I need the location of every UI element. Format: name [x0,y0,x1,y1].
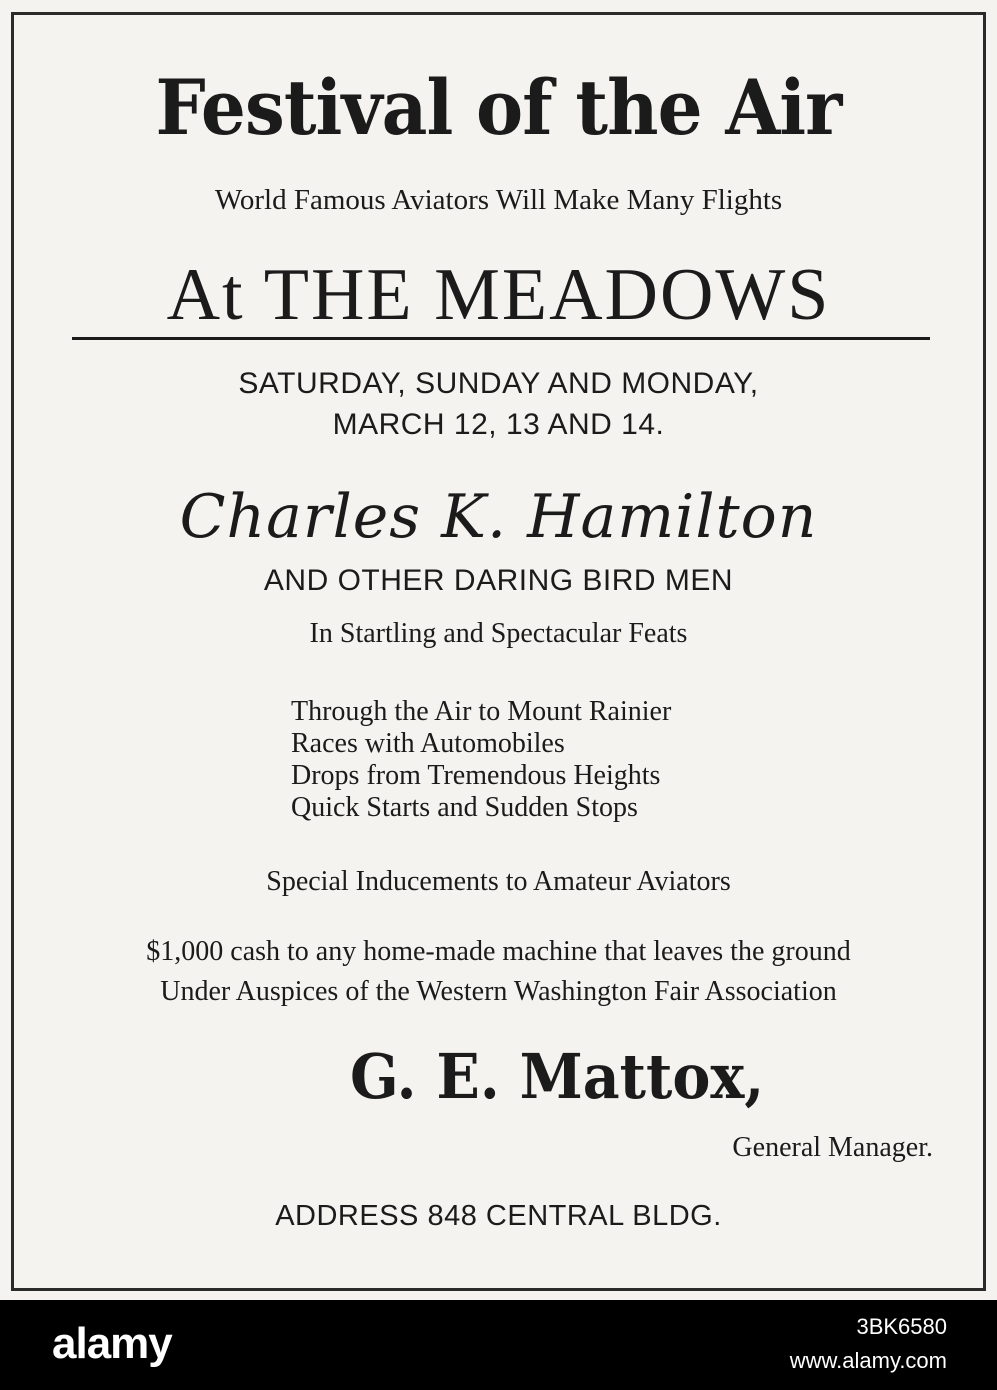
site-url: www.alamy.com [789,1348,947,1373]
address-line: ADDRESS 848 CENTRAL BLDG. [275,1200,722,1232]
feature-item: Drops from Tremendous Heights [291,760,661,791]
manager-title: General Manager. [732,1132,933,1163]
event-dates: MARCH 12, 13 AND 14. [332,408,665,441]
event-days: SATURDAY, SUNDAY AND MONDAY, [238,367,759,400]
inducements-line: Special Inducements to Amateur Aviators [266,866,731,897]
feats-intro: In Startling and Spectacular Feats [309,618,688,649]
alamy-logo: alamy [52,1319,172,1368]
cash-offer-line: $1,000 cash to any home-made machine that leaves the ground [146,936,851,967]
venue-underline [72,337,930,340]
watermark-footer [0,1300,997,1390]
feature-list [291,696,671,824]
venue-heading: At THE MEADOWS [166,254,831,336]
auspices-line: Under Auspices of the Western Washington Fair Association [160,976,837,1007]
poster-title: Festival of the Air [155,63,842,152]
feature-item: Through the Air to Mount Rainier [291,696,672,727]
manager-name: G. E. Mattox, [350,1040,765,1113]
image-id: 3BK6580 [856,1314,947,1339]
feature-item: Races with Automobiles [291,728,565,759]
headliner-name: Charles K. Hamilton [179,482,818,552]
supporting-acts: AND OTHER DARING BIRD MEN [263,564,734,597]
poster-subtitle: World Famous Aviators Will Make Many Flights [214,184,783,216]
feature-item: Quick Starts and Sudden Stops [291,792,638,823]
